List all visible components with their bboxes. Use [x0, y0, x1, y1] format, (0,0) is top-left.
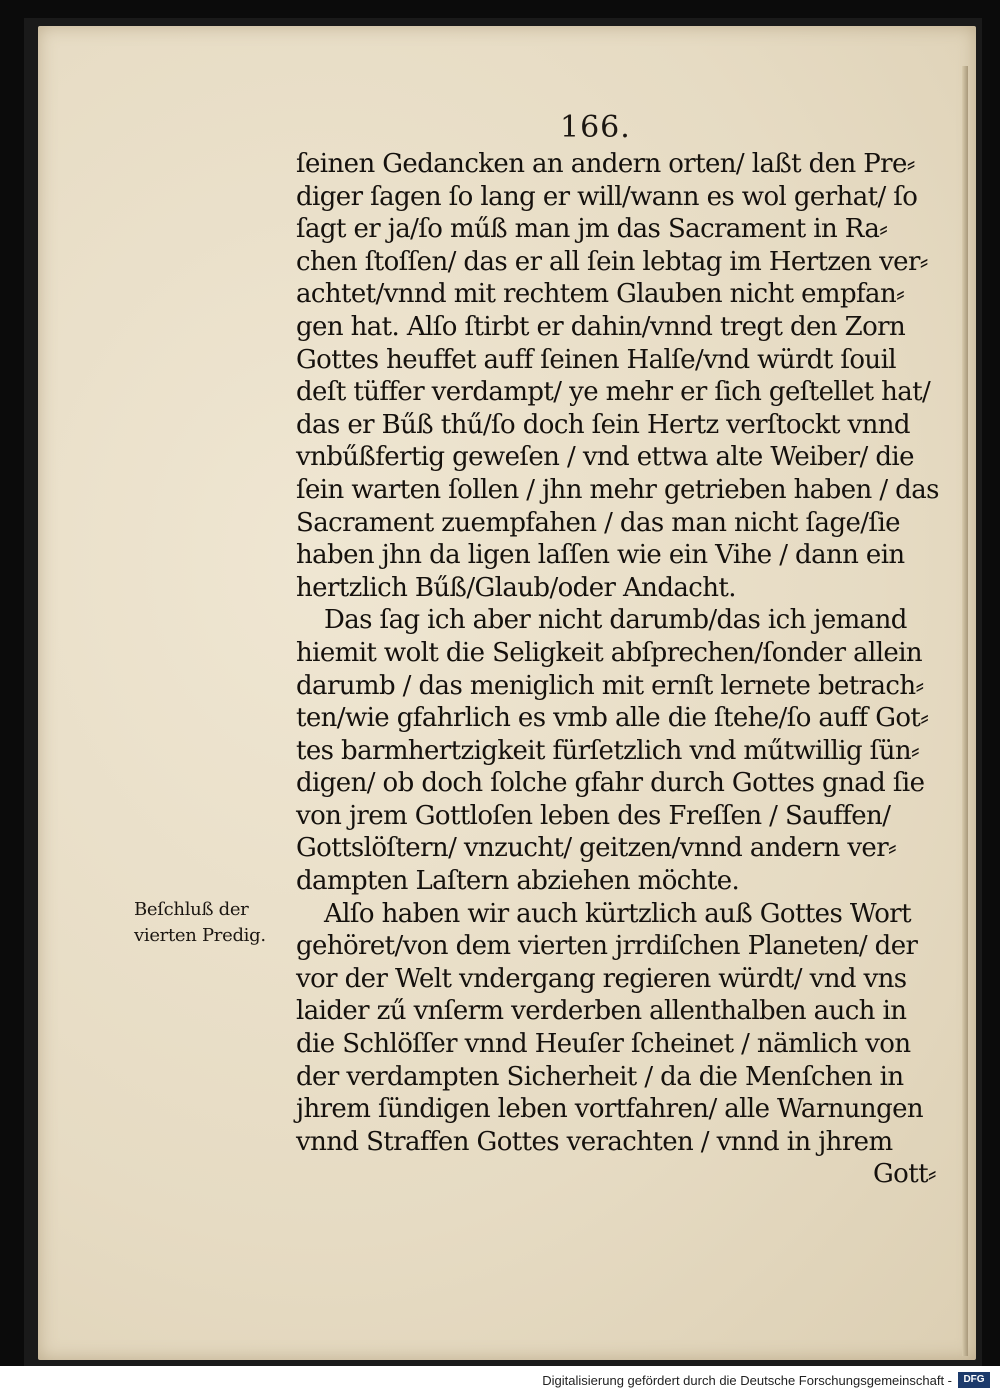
body-text: [296, 148, 939, 1191]
text-line: der verdampten Sicherheit / da die Menſchen in: [296, 1061, 904, 1092]
text-line: hertzlich Bűß/Glaub/oder Andacht.: [296, 572, 736, 603]
text-line: darumb / das meniglich mit ernſt lernete betrach⸗: [296, 670, 924, 701]
text-line: deſt tüffer verdampt/ ye mehr er ſich geſtellet hat/: [296, 377, 931, 408]
text-line: Gottslöſtern/ vnzucht/ geitzen/vnnd andern ver⸗: [296, 833, 897, 864]
text-line: Sacrament zuempfahen / das man nicht ſage/ſie: [296, 507, 900, 538]
text-line: vnnd Straffen Gottes verachten / vnnd in jhrem: [296, 1126, 893, 1157]
margin-note-line: Beſchluß der: [134, 899, 249, 920]
margin-note: [134, 897, 299, 949]
funding-credit: Digitalisierung gefördert durch die Deutsche Forschungsgemeinschaft -: [542, 1373, 952, 1388]
text-line: ſagt er ja/ſo műß man jm das Sacrament in Ra⸗: [296, 214, 888, 245]
text-line: vor der Welt vndergang regieren würdt/ vnd vns: [296, 963, 907, 994]
text-line: chen ſtoſſen/ das er all ſein lebtag im Hertzen ver⸗: [296, 246, 928, 277]
page-number: 166.: [560, 110, 631, 145]
text-line: jhrem ſündigen leben vortfahren/ alle Warnungen: [296, 1094, 924, 1125]
text-line: diger ſagen ſo lang er will/wann es wol gerhat/ ſo: [296, 181, 918, 212]
text-line: tes barmhertzigkeit fürſetzlich vnd műtwillig ſün⸗: [296, 735, 920, 766]
text-line: vnbűßfertig geweſen / vnd ettwa alte Weiber/ die: [296, 442, 914, 473]
text-line: das er Bűß thű/ſo doch ſein Hertz verſtockt vnnd: [296, 409, 910, 440]
catchword: Gott⸗: [873, 1159, 936, 1190]
text-line: ſeinen Gedancken an andern orten/ laßt den Pre⸗: [296, 149, 915, 179]
text-line: von jrem Gottloſen leben des Freſſen / Sauffen/: [296, 800, 891, 831]
text-line: haben jhn da ligen laſſen wie ein Vihe / dann ein: [296, 540, 905, 571]
text-line: laider zű vnſerm verderben allenthalben auch in: [296, 996, 907, 1027]
text-line: Gottes heuffet auff ſeinen Halſe/vnd würdt ſouil: [296, 344, 896, 375]
text-line: ten/wie gfahrlich es vmb alle die ſtehe/ſo auff Got⸗: [296, 703, 929, 734]
text-line: gehöret/von dem vierten jrrdiſchen Planeten/ der: [296, 931, 918, 962]
margin-note-line: vierten Predig.: [134, 925, 266, 946]
paragraph-start-line: Alſo haben wir auch kürtzlich auß Gottes Wort: [324, 898, 911, 929]
dfg-logo: DFG: [958, 1372, 990, 1388]
text-line: achtet/vnnd mit rechtem Glauben nicht empfan⸗: [296, 279, 905, 310]
text-line: digen/ ob doch ſolche gfahr durch Gottes gnad ſie: [296, 768, 925, 799]
paragraph-start-line: Das ſag ich aber nicht darumb/das ich jemand: [324, 605, 907, 636]
text-line: hiemit wolt die Seligkeit abſprechen/ſonder allein: [296, 637, 923, 668]
text-line: dampten Laſtern abziehen möchte.: [296, 866, 740, 897]
text-line: ſein warten ſollen / jhn mehr getrieben haben / das: [296, 474, 939, 505]
text-line: gen hat. Alſo ſtirbt er dahin/vnnd tregt den Zorn: [296, 311, 906, 342]
text-line: die Schlöſſer vnnd Heuſer ſcheinet / nämlich von: [296, 1029, 911, 1060]
page-edge: [962, 66, 968, 1356]
